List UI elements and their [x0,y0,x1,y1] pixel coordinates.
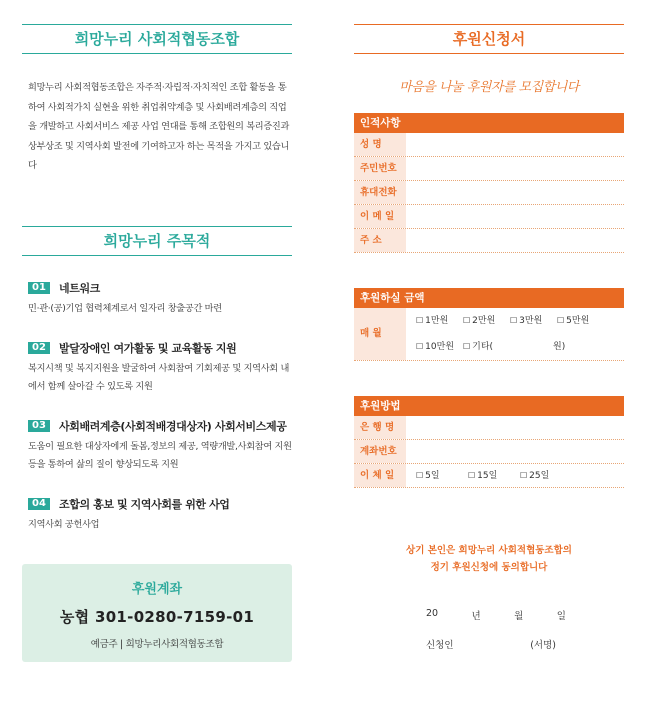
amount-other-unit: 원) [553,342,566,352]
form-title: 후원신청서 [354,24,624,54]
date-day-unit: 일 [556,611,566,622]
date-month-unit: 월 [514,611,524,622]
name-field[interactable] [406,133,624,156]
purpose-desc: 도움이 필요한 대상자에게 돌봄,정보의 제공, 역량개발,사회참여 지원등을 통하여 삶의 질이 향상되도록 지원 [28,440,292,470]
signature-field[interactable]: (서명) [530,640,556,651]
amount-other-option[interactable]: ☐ 기타( [463,334,553,360]
phone-row [354,181,624,205]
amount-option[interactable]: ☐ 2만원 [463,308,510,334]
transfer-day-option[interactable]: ☐ 15일 [468,464,506,487]
transfer-day-label: 이 체 일 [354,464,406,487]
name-row [354,133,624,157]
amount-option[interactable]: ☐ 5만원 [557,308,604,334]
transfer-day-option[interactable]: ☐ 5일 [416,464,454,487]
id-field[interactable] [406,157,624,180]
consent-line: 상기 본인은 희망누리 사회적협동조합의 [406,545,572,556]
purpose-title-text: 조합의 홍보 및 지역사회를 위한 사업 [59,497,230,511]
purpose-number: 04 [28,498,50,510]
bank-field[interactable] [406,416,624,439]
purpose-item [28,418,292,474]
transfer-day-option[interactable]: ☐ 25일 [520,464,549,487]
amount-option[interactable]: ☐ 1만원 [416,308,463,334]
amount-header: 후원하실 금액 [354,288,624,308]
personal-info-section [354,113,624,253]
email-field[interactable] [406,205,624,228]
transfer-day-row [354,464,624,488]
method-header: 후원방법 [354,396,624,416]
bank-row [354,416,624,440]
purpose-number: 03 [28,420,50,432]
consent-text [354,542,624,576]
account-title: 후원계좌 [131,582,183,597]
purpose-title-text: 사회배려계층(사회적배경대상자) 사회서비스제공 [59,419,287,433]
purpose-title-text: 발달장애인 여가활동 및 교육활동 지원 [59,341,237,355]
amount-option[interactable]: ☐ 10만원 [416,334,463,360]
applicant-label: 신청인 [426,640,454,651]
slogan: 마음을 나눌 후원자를 모집합니다 [399,80,579,95]
purpose-desc: 민·관·(공)기업 협력체계로서 일자리 창출공간 마련 [28,302,222,314]
signature-row [426,637,556,651]
date-year-unit: 년 [471,611,481,622]
amount-option[interactable]: ☐ 3만원 [510,308,557,334]
name-label: 성 명 [354,133,406,156]
account-holder: 예금주 | 희망누리사회적협동조합 [90,639,224,650]
purpose-item [28,280,292,318]
address-row [354,229,624,253]
monthly-label: 매 월 [354,308,406,360]
purpose-list [22,280,292,534]
phone-field[interactable] [406,181,624,204]
intro-text: 희망누리 사회적협동조합은 자주적·자립적·자치적인 조합 활동을 통하여 사회적가치 실현을 위한 취업취약계층 및 사회배려계층의 직업을 개발하고 사회서비스 제공 사업 연대를 통해 조합원의 복리증진과 상부상조 및 지역사회 발전에 기여하고자 하는 목적을 가지고 있습니다 [28,82,290,171]
org-title: 희망누리 사회적협동조합 [22,24,292,54]
address-label: 주 소 [354,229,406,252]
amount-row [354,308,624,361]
account-label: 계좌번호 [354,440,406,463]
purpose-number: 01 [28,282,50,294]
purpose-item [28,496,292,534]
purpose-title: 희망누리 주목적 [22,226,292,256]
email-row [354,205,624,229]
date-row [426,608,566,622]
purpose-item [28,340,292,396]
account-field[interactable] [406,440,624,463]
purpose-desc: 복지시책 및 복지지원을 발굴하여 사회참여 기회제공 및 지역사회 내에서 함께 살아갈 수 있도록 지원 [28,362,290,392]
left-column [22,24,292,556]
purpose-desc: 지역사회 공헌사업 [28,518,100,530]
id-label: 주민번호 [354,157,406,180]
bank-label: 은 행 명 [354,416,406,439]
purpose-number: 02 [28,342,50,354]
id-row [354,157,624,181]
phone-label: 휴대전화 [354,181,406,204]
application-form [354,24,624,481]
consent-line: 정기 후원신청에 동의합니다 [430,562,548,573]
amount-section [354,288,624,361]
account-box [22,564,292,662]
purpose-title-text: 네트워크 [59,281,100,295]
date-year-prefix: 20 [426,608,439,619]
address-field[interactable] [406,229,624,252]
account-row [354,440,624,464]
account-number: 농협 301-0280-7159-01 [59,608,255,626]
email-label: 이 메 일 [354,205,406,228]
method-section [354,396,624,488]
personal-info-header: 인적사항 [354,113,624,133]
